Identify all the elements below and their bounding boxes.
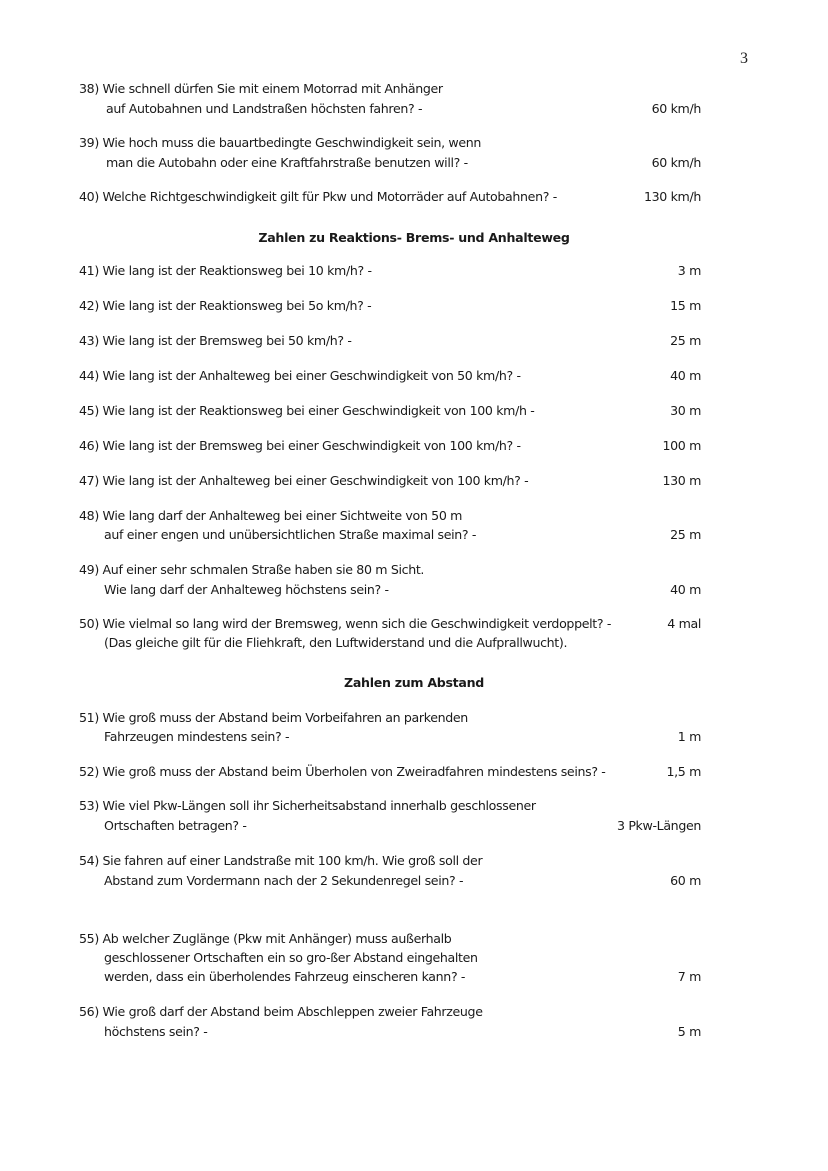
answer-51: 1 m <box>677 729 701 744</box>
question-41-line-1: 41) Wie lang ist der Reaktionsweg bei 10 km/h? - <box>79 263 372 278</box>
question-50-line-1: 50) Wie vielmal so lang wird der Bremsweg, wenn sich die Geschwindigkeit verdoppelt? - <box>79 616 612 631</box>
question-50-line-2: (Das gleiche gilt für die Fliehkraft, den Luftwiderstand und die Aufprallwucht). <box>104 635 568 650</box>
answer-50: 4 mal <box>667 616 701 631</box>
question-38-line-1: 38) Wie schnell dürfen Sie mit einem Motorrad mit Anhänger <box>79 81 443 96</box>
question-47-line-1: 47) Wie lang ist der Anhalteweg bei einer Geschwindigkeit von 100 km/h? - <box>79 473 529 488</box>
question-48-line-1: 48) Wie lang darf der Anhalteweg bei einer Sichtweite von 50 m <box>79 508 463 523</box>
answer-40: 130 km/h <box>643 189 701 204</box>
question-52-line-1: 52) Wie groß muss der Abstand beim Überholen von Zweiradfahren mindestens seins? - <box>79 764 606 779</box>
question-54-line-2: Abstand zum Vordermann nach der 2 Sekundenregel sein? - <box>104 873 464 888</box>
answer-56: 5 m <box>677 1024 701 1039</box>
question-54-line-1: 54) Sie fahren auf einer Landstraße mit 100 km/h. Wie groß soll der <box>79 853 483 868</box>
question-51-line-2: Fahrzeugen mindestens sein? - <box>104 729 290 744</box>
question-53-line-2: Ortschaften betragen? - <box>104 818 247 833</box>
question-55-line-1: 55) Ab welcher Zuglänge (Pkw mit Anhänger) muss außerhalb <box>79 931 452 946</box>
question-43-line-1: 43) Wie lang ist der Bremsweg bei 50 km/h? - <box>79 333 352 348</box>
question-40-line-1: 40) Welche Richtgeschwindigkeit gilt für Pkw und Motorräder auf Autobahnen? - <box>79 189 557 204</box>
answer-49: 40 m <box>670 582 701 597</box>
answer-55: 7 m <box>677 969 701 984</box>
question-55-line-2: geschlossener Ortschaften ein so gro-ßer Abstand eingehalten <box>104 950 478 965</box>
answer-52: 1,5 m <box>666 764 701 779</box>
question-56-line-1: 56) Wie groß darf der Abstand beim Abschleppen zweier Fahrzeuge <box>79 1004 483 1019</box>
question-45-line-1: 45) Wie lang ist der Reaktionsweg bei einer Geschwindigkeit von 100 km/h - <box>79 403 535 418</box>
question-44-line-1: 44) Wie lang ist der Anhalteweg bei einer Geschwindigkeit von 50 km/h? - <box>79 368 521 383</box>
answer-39: 60 km/h <box>651 155 701 170</box>
question-49-line-2: Wie lang darf der Anhalteweg höchstens sein? - <box>104 582 389 597</box>
answer-41: 3 m <box>677 263 701 278</box>
answer-43: 25 m <box>670 333 701 348</box>
answer-48: 25 m <box>670 527 701 542</box>
section-heading-reaktion: Zahlen zu Reaktions- Brems- und Anhalteweg <box>258 230 570 245</box>
answer-44: 40 m <box>670 368 701 383</box>
answer-38: 60 km/h <box>651 101 701 116</box>
question-46-line-1: 46) Wie lang ist der Bremsweg bei einer Geschwindigkeit von 100 km/h? - <box>79 438 521 453</box>
question-55-line-3: werden, dass ein überholendes Fahrzeug einscheren kann? - <box>104 969 466 984</box>
section-heading-abstand: Zahlen zum Abstand <box>344 675 484 690</box>
answer-54: 60 m <box>670 873 701 888</box>
question-42-line-1: 42) Wie lang ist der Reaktionsweg bei 5o km/h? - <box>79 298 372 313</box>
question-56-line-2: höchstens sein? - <box>104 1024 208 1039</box>
answer-42: 15 m <box>670 298 701 313</box>
question-51-line-1: 51) Wie groß muss der Abstand beim Vorbeifahren an parkenden <box>79 710 468 725</box>
question-53-line-1: 53) Wie viel Pkw-Längen soll ihr Sicherheitsabstand innerhalb geschlossener <box>79 798 536 813</box>
question-39-line-2: man die Autobahn oder eine Kraftfahrstraße benutzen will? - <box>106 155 468 170</box>
answer-45: 30 m <box>670 403 701 418</box>
question-39-line-1: 39) Wie hoch muss die bauartbedingte Geschwindigkeit sein, wenn <box>79 135 482 150</box>
answer-53: 3 Pkw-Längen <box>617 818 701 833</box>
answer-47: 130 m <box>662 473 701 488</box>
question-48-line-2: auf einer engen und unübersichtlichen Straße maximal sein? - <box>104 527 477 542</box>
question-49-line-1: 49) Auf einer sehr schmalen Straße haben sie 80 m Sicht. <box>79 562 425 577</box>
question-38-line-2: auf Autobahnen und Landstraßen höchsten fahren? - <box>106 101 423 116</box>
answer-46: 100 m <box>662 438 701 453</box>
page-number: 3 <box>740 50 748 67</box>
